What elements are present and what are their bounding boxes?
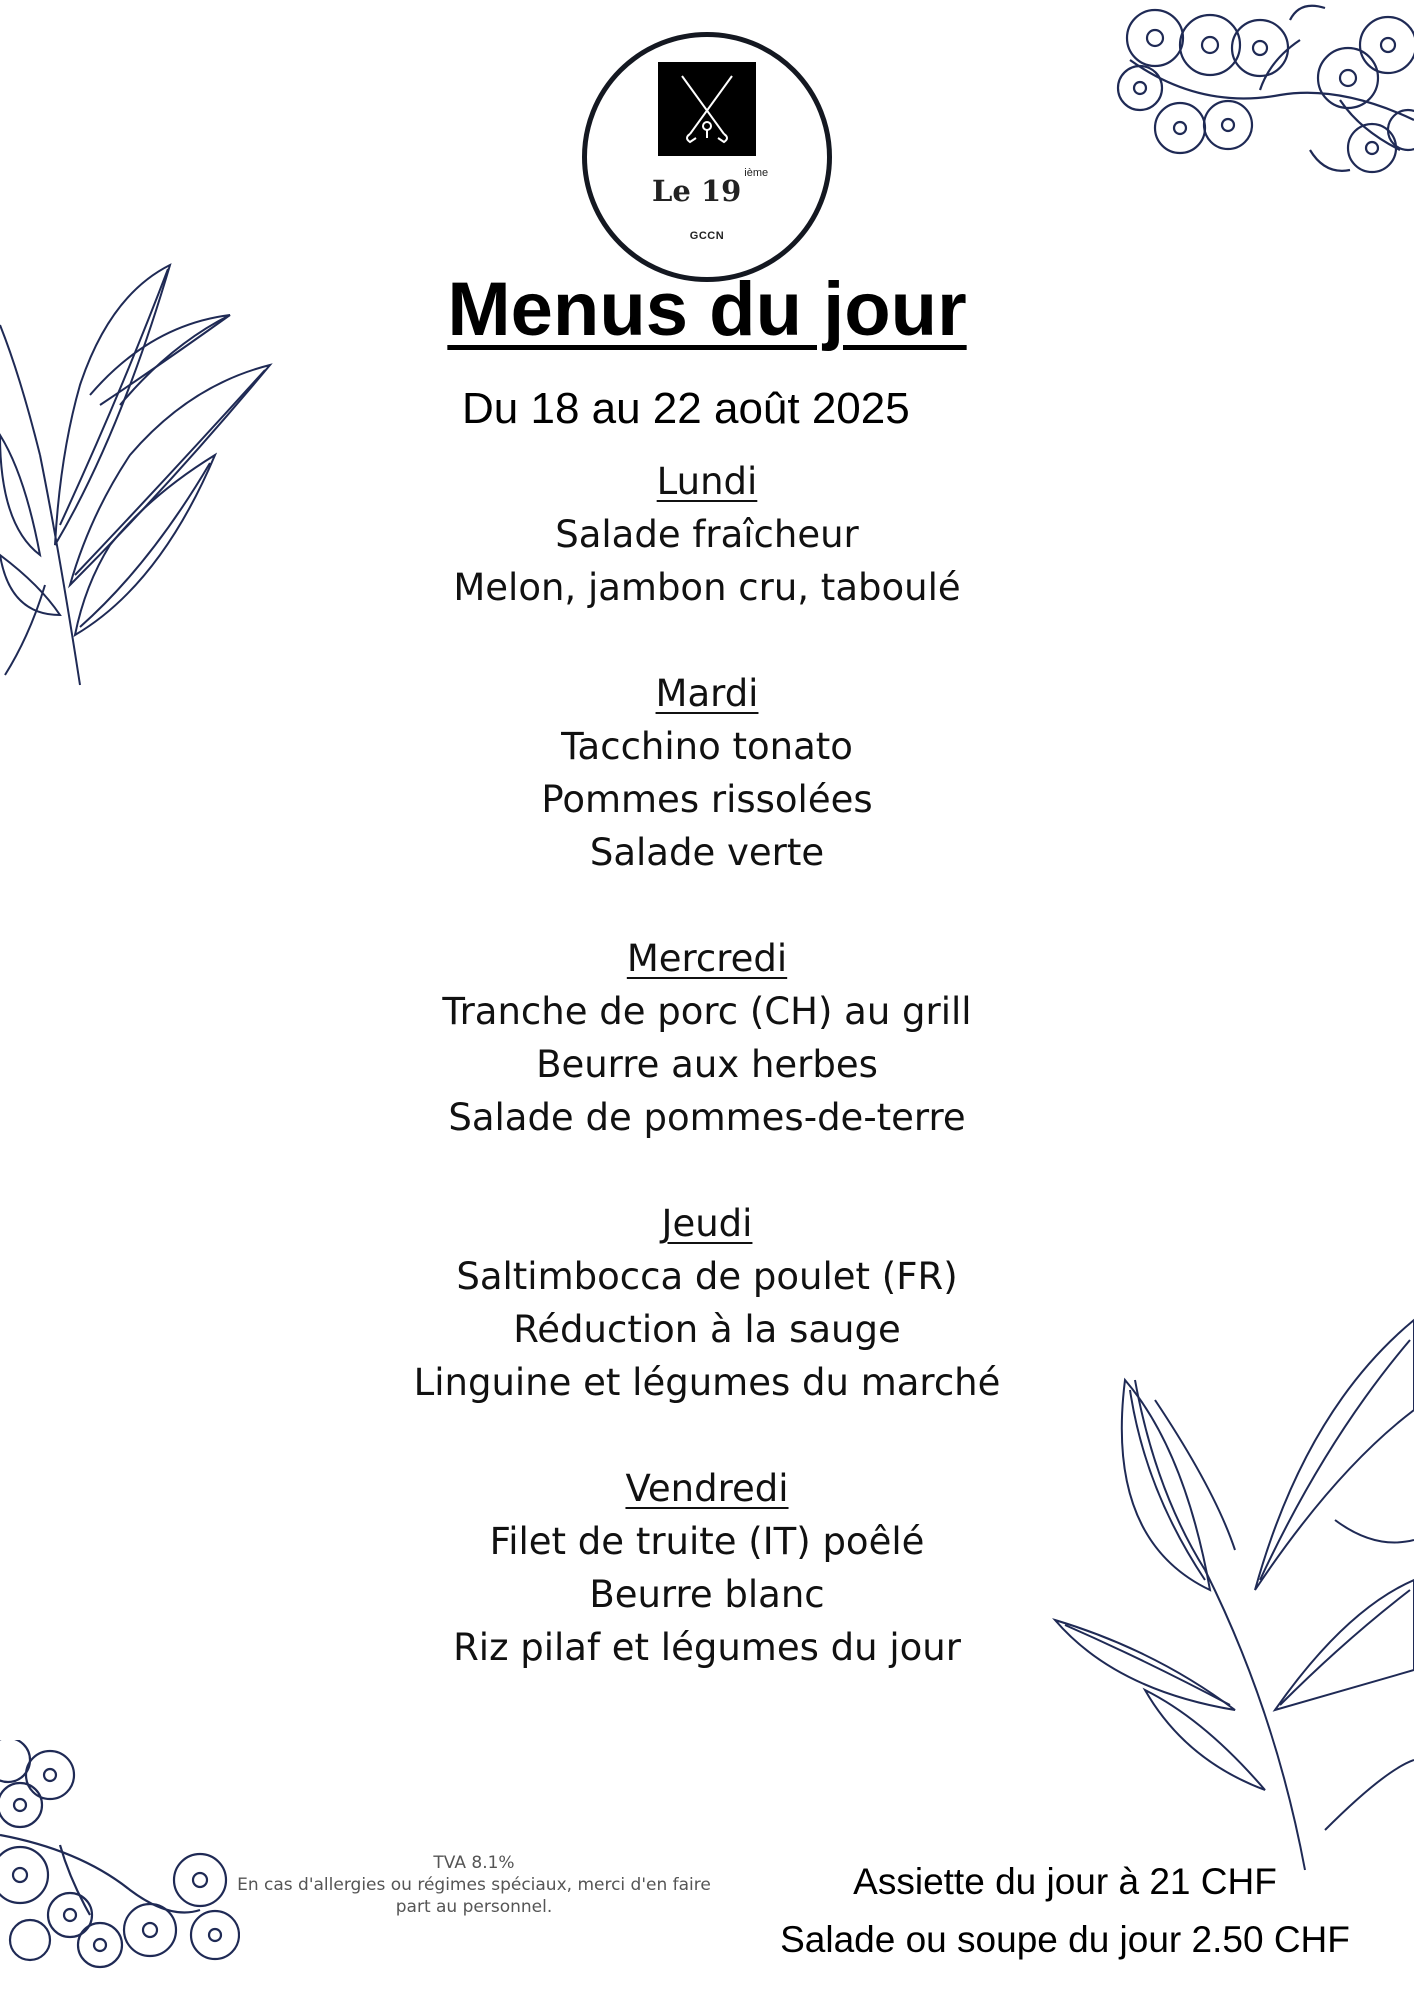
blueberries-illustration-top (1110, 0, 1414, 180)
dish-item: Beurre aux herbes (536, 1043, 878, 1086)
day-name: Mercredi (626, 937, 788, 980)
date-range: Du 18 au 22 août 2025 (462, 384, 910, 433)
dish-item: Réduction à la sauge (513, 1308, 901, 1351)
day-block (0, 455, 1414, 614)
dish-item: Salade verte (589, 831, 825, 874)
day-block (0, 932, 1414, 1144)
dish-item: Tacchino tonato (561, 725, 853, 768)
page-title: Menus du jour (447, 267, 967, 352)
day-block (0, 667, 1414, 879)
day-name: Jeudi (661, 1202, 753, 1245)
price-side: Salade ou soupe du jour 2.50 CHF (780, 1919, 1350, 1960)
dish-item: Beurre blanc (589, 1573, 825, 1616)
dish-item: Linguine et légumes du marché (413, 1361, 1001, 1404)
day-block (0, 1197, 1414, 1409)
dish-item: Pommes rissolées (541, 778, 873, 821)
day-block (0, 1462, 1414, 1674)
dish-item: Riz pilaf et légumes du jour (453, 1626, 961, 1669)
vat-text: TVA 8.1% (433, 1853, 515, 1873)
dish-item: Salade fraîcheur (555, 513, 859, 556)
dish-item: Melon, jambon cru, taboulé (453, 566, 961, 609)
day-name: Mardi (655, 672, 759, 715)
dish-item: Salade de pommes-de-terre (448, 1096, 966, 1139)
golf-clubs-icon (658, 62, 756, 156)
price-info (720, 1853, 1410, 1969)
price-plate: Assiette du jour à 21 CHF (853, 1861, 1277, 1902)
logo-club: GCCN (689, 230, 725, 242)
logo (582, 32, 832, 282)
dish-item: Tranche de porc (CH) au grill (442, 990, 972, 1033)
logo-name-suffix: ième (744, 167, 769, 180)
menu-list (0, 455, 1414, 1727)
day-name: Lundi (656, 460, 758, 503)
logo-name: Le 19ième (652, 167, 769, 208)
blueberries-illustration-bottom (0, 1740, 240, 1970)
allergy-note: En cas d'allergies ou régimes spéciaux, merci d'en faire part au personnel. (237, 1875, 711, 1917)
dish-item: Saltimbocca de poulet (FR) (456, 1255, 958, 1298)
dish-item: Filet de truite (IT) poêlé (489, 1520, 925, 1563)
day-name: Vendredi (625, 1467, 789, 1510)
footer-note (236, 1852, 712, 1918)
